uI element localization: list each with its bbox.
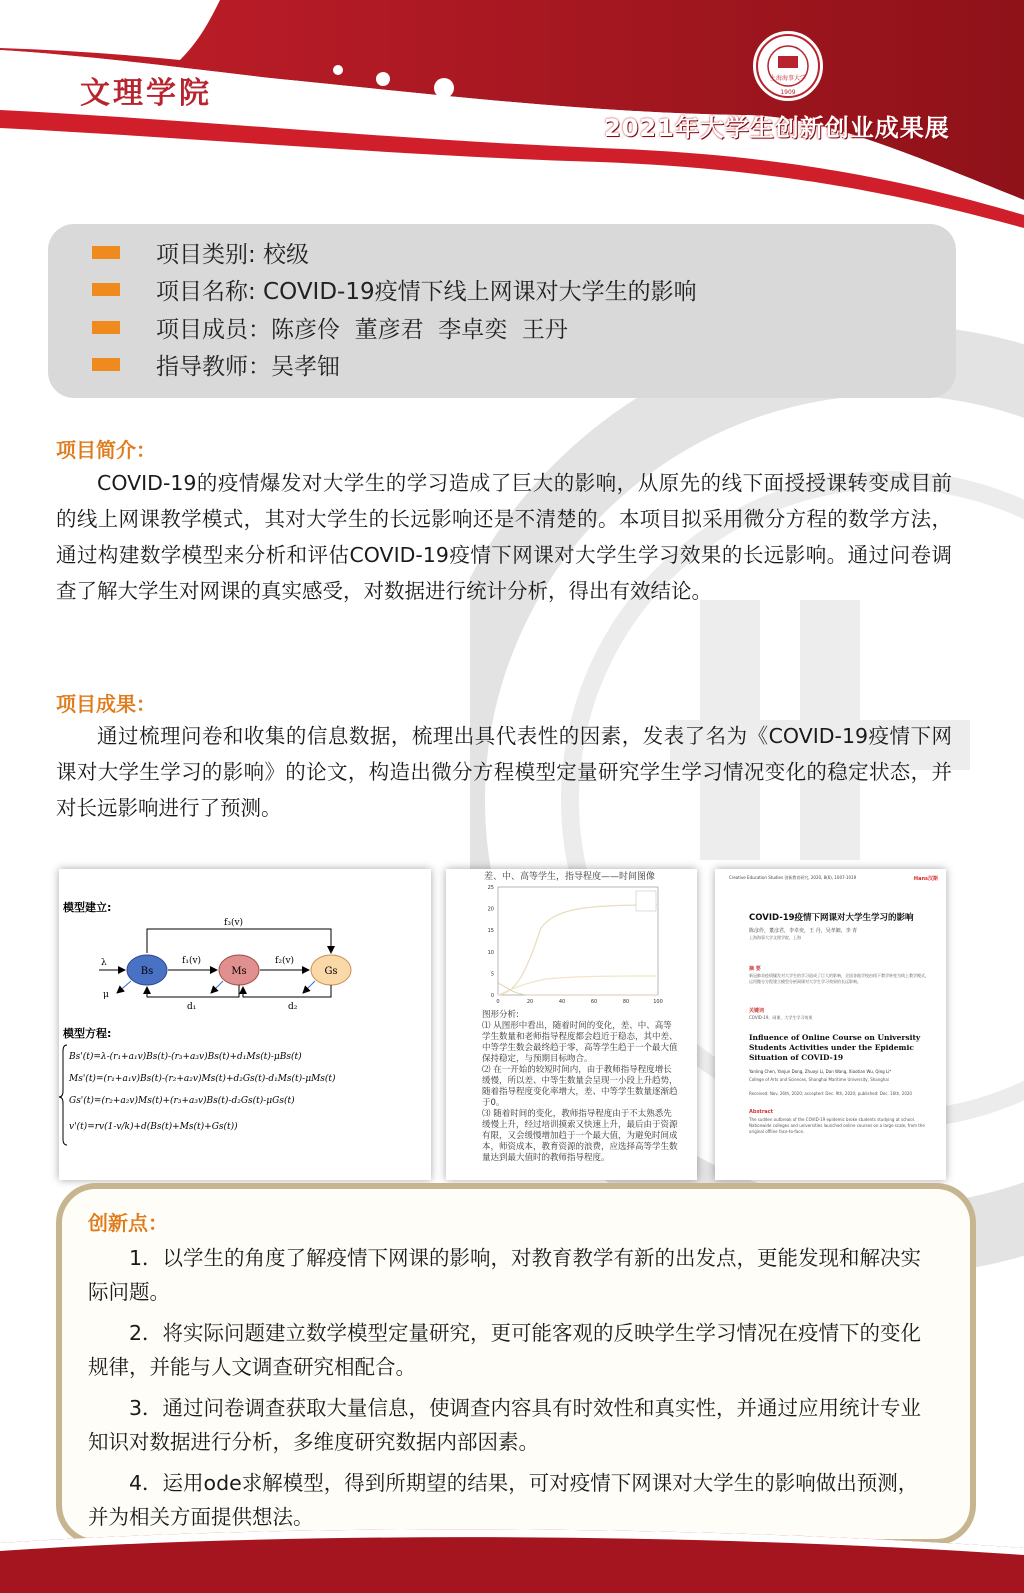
bullet-icon [92, 321, 120, 334]
paper-figure [715, 869, 946, 1180]
chart-legend [636, 891, 656, 911]
info-row-category [92, 235, 309, 269]
project-name: 项目名称: COVID-19疫情下线上网课对大学生的影响 [156, 278, 697, 305]
y-tick-label: 10 [487, 949, 494, 956]
y-tick-label: 25 [487, 885, 494, 891]
innovation-title: 创新点： [88, 1211, 168, 1235]
node-ms-label: Ms [231, 966, 247, 977]
x-tick-label: 60 [590, 999, 598, 1005]
y-tick-label: 15 [487, 928, 494, 935]
label-d1: d₁ [187, 1002, 197, 1012]
results-title: 项目成果： [56, 692, 156, 716]
innovation-box [56, 1183, 976, 1545]
label-f1: f₁(v) [182, 956, 202, 966]
model-figure [59, 869, 431, 1180]
info-row-members [92, 310, 568, 344]
university-logo [752, 30, 824, 102]
analysis-point-3: ⑶ 随着时间的变化，教师指导程度由于不太熟悉先缓慢上升，经过培训摸索又快速上升，最后由于资源有限，又会缓慢增加趋于一个最大值，为避免时间成本，师资成本，教育资源的浪费，应选择高等学生数量达到最大值时的教师指导程度。 [482, 1109, 678, 1163]
paper-authors-cn: 陈彦伶，董彦君，李卓奕，王 丹，吴孝钿，李 青 [749, 928, 858, 934]
node-bs-label: Bs [140, 966, 154, 977]
model-title: 模型建立: [63, 901, 112, 914]
time-series-chart [476, 883, 666, 1008]
info-row-advisor [92, 347, 340, 381]
label-mu-bs: μ [103, 990, 109, 1000]
paper-affil-cn: 上海海事大学文理学院，上海 [749, 935, 801, 940]
y-tick-label: 20 [487, 906, 494, 913]
footer-banner [0, 1513, 1024, 1593]
x-tick-label: 20 [526, 999, 534, 1005]
equation-2: Ms'(t)=(r₁+a₁v)Bs(t)-(r₂+a₂v)Ms(t)+d₂Gs(t)-d₁Ms(t)-μMs(t) [69, 1074, 336, 1084]
innovation-item-2: 2．将实际问题建立数学模型定量研究，更可能客观的反映学生学习情况在疫情下的变化规律，并能与人文调查研究相配合。 [88, 1321, 922, 1379]
intro-title: 项目简介： [56, 438, 156, 462]
label-f3: f₃(v) [224, 918, 244, 928]
paper-keywords: COVID-19，网课，大学生学习效果 [749, 1015, 813, 1020]
equation-3: Gs'(t)=(r₂+a₂v)Ms(t)+(r₃+a₃v)Bs(t)-d₂Gs(t)-μGs(t) [69, 1096, 295, 1106]
paper-authors-en: Yanling Chen, Yanjun Dong, Zhuoyi Li, Dan Wang, Xiaotian Wu, Qing Li* [749, 1069, 892, 1074]
x-tick-label: 40 [558, 999, 566, 1005]
x-tick-label: 100 [653, 999, 663, 1005]
bullet-icon [92, 358, 120, 371]
expo-title: 2021年大学生创新创业成果展 [604, 114, 950, 142]
label-d2: d₂ [288, 1002, 298, 1012]
paper-title-en: Influence of Online Course on University Students Activities under the Epidemic Situation of COVID-19 [749, 1033, 921, 1062]
project-category: 项目类别: 校级 [156, 241, 310, 268]
analysis-block [482, 1010, 678, 1164]
label-lambda: λ [101, 958, 107, 968]
innovation-list [88, 1241, 930, 1534]
analysis-point-2: ⑵ 在一开始的较短时间内，由于教师指导程度增长缓慢，所以差、中等生数量会呈现一小段上升趋势，随着指导程度变化率增大，差、中等学生数量逐渐趋于0。 [482, 1065, 678, 1108]
node-gs-label: Gs [324, 966, 338, 977]
logo-text: 上海海事大学 [769, 75, 807, 82]
project-advisor: 指导教师：吴孝钿 [156, 353, 340, 380]
innovation-item-4: 4．运用ode求解模型，得到所期望的结果，可对疫情下网课对大学生的影响做出预测，并为相关方面提供想法。 [88, 1471, 919, 1529]
paper-abstract-cn: 新冠肺炎疫情爆发对大学生的学习造成了巨大的影响，全国各地学校由线下教学转变为线上教学模式，运用微分方程建立模型分析网课对大学生学习效果的长远影响。 [749, 973, 929, 984]
intro-body: COVID-19的疫情爆发对大学生的学习造成了巨大的影响，从原先的线下面授授课转变成目前的线上网课教学模式，其对大学生的长远影响还是不清楚的。本项目拟采用微分方程的数学方法，通过构建数学模型来分析和评估COVID-19疫情下网课对大学生学习效果的长远影响。通过问卷调查了解大学生对网课的真实感受，对数据进行统计分析，得出有效结论。 [56, 471, 952, 603]
analysis-title: 图形分析: [482, 1010, 519, 1020]
analysis-point-1: ⑴ 从图形中看出，随着时间的变化，差、中、高等学生数量和老师指导程度都会趋近于稳态，其中差、中等学生数会最终趋于零，高等学生趋于一个最大值保持稳定，与预期目标吻合。 [482, 1021, 678, 1064]
paper-journal: Creative Education Studies 创新教育研究, 2020, 8(6), 1007-1019 [729, 875, 857, 880]
paper-abstract-en: The sudden outbreak of the COVID-19 epidemic broke students studying at school. Nationwide colleges and universities launched online courses on a large scale, from the original offline face-to-face. [749, 1117, 925, 1134]
paper-affil-en: College of Arts and Sciences, Shanghai Maritime University, Shanghai [749, 1077, 889, 1082]
equation-title: 模型方程: [63, 1027, 112, 1040]
info-row-name [92, 272, 697, 306]
logo-year: 1909 [780, 89, 796, 96]
paper-received: Received: Nov. 26th, 2020; accepted: Dec. 9th, 2020; published: Dec. 16th, 2020 [749, 1091, 912, 1096]
paper-keywords-label: 关键词 [749, 1008, 765, 1014]
results-body: 通过梳理问卷和收集的信息数据，梳理出具代表性的因素，发表了名为《COVID-19疫情下网课对大学生学习的影响》的论文，构造出微分方程模型定量研究学生学习情况变化的稳定状态，并对长远影响进行了预测。 [56, 724, 952, 820]
project-info-box [48, 224, 956, 398]
y-tick-label: 0 [490, 993, 494, 999]
paper-abstract-label-en: Abstract [749, 1109, 774, 1115]
x-tick-label: 0 [496, 999, 500, 1005]
model-diagram [59, 869, 431, 1180]
college-name: 文理学院 [80, 76, 212, 111]
chart-figure [446, 869, 697, 1180]
y-tick-label: 5 [490, 971, 494, 978]
bullet-icon [92, 246, 120, 259]
innovation-item-3: 3．通过问卷调查获取大量信息，使调查内容具有时效性和真实性，并通过应用统计专业知识对数据进行分析，多维度研究数据内部因素。 [88, 1396, 922, 1454]
x-tick-label: 80 [622, 999, 630, 1005]
equation-4: v'(t)=rv(1-v/k)+d(Bs(t)+Ms(t)+Gs(t)) [69, 1122, 238, 1132]
chart-title: 差、中、高等学生，指导程度——时间图像 [484, 872, 656, 882]
paper-title-cn: COVID-19疫情下网课对大学生学习的影响 [749, 913, 914, 923]
innovation-item-1: 1．以学生的角度了解疫情下网课的影响，对教育教学有新的出发点，更能发现和解决实际问题。 [88, 1246, 922, 1304]
paper-abstract-label-cn: 摘 要 [749, 966, 761, 972]
equation-1: Bs'(t)=λ-(r₁+a₁v)Bs(t)-(r₃+a₃v)Bs(t)+d₁Ms(t)-μBs(t) [69, 1052, 302, 1062]
label-f2: f₂(v) [275, 956, 295, 966]
bullet-icon [92, 283, 120, 296]
paper-badge: Hans汉斯 [913, 876, 938, 882]
project-members: 项目成员：陈彦伶 董彦君 李卓奕 王丹 [156, 316, 568, 343]
